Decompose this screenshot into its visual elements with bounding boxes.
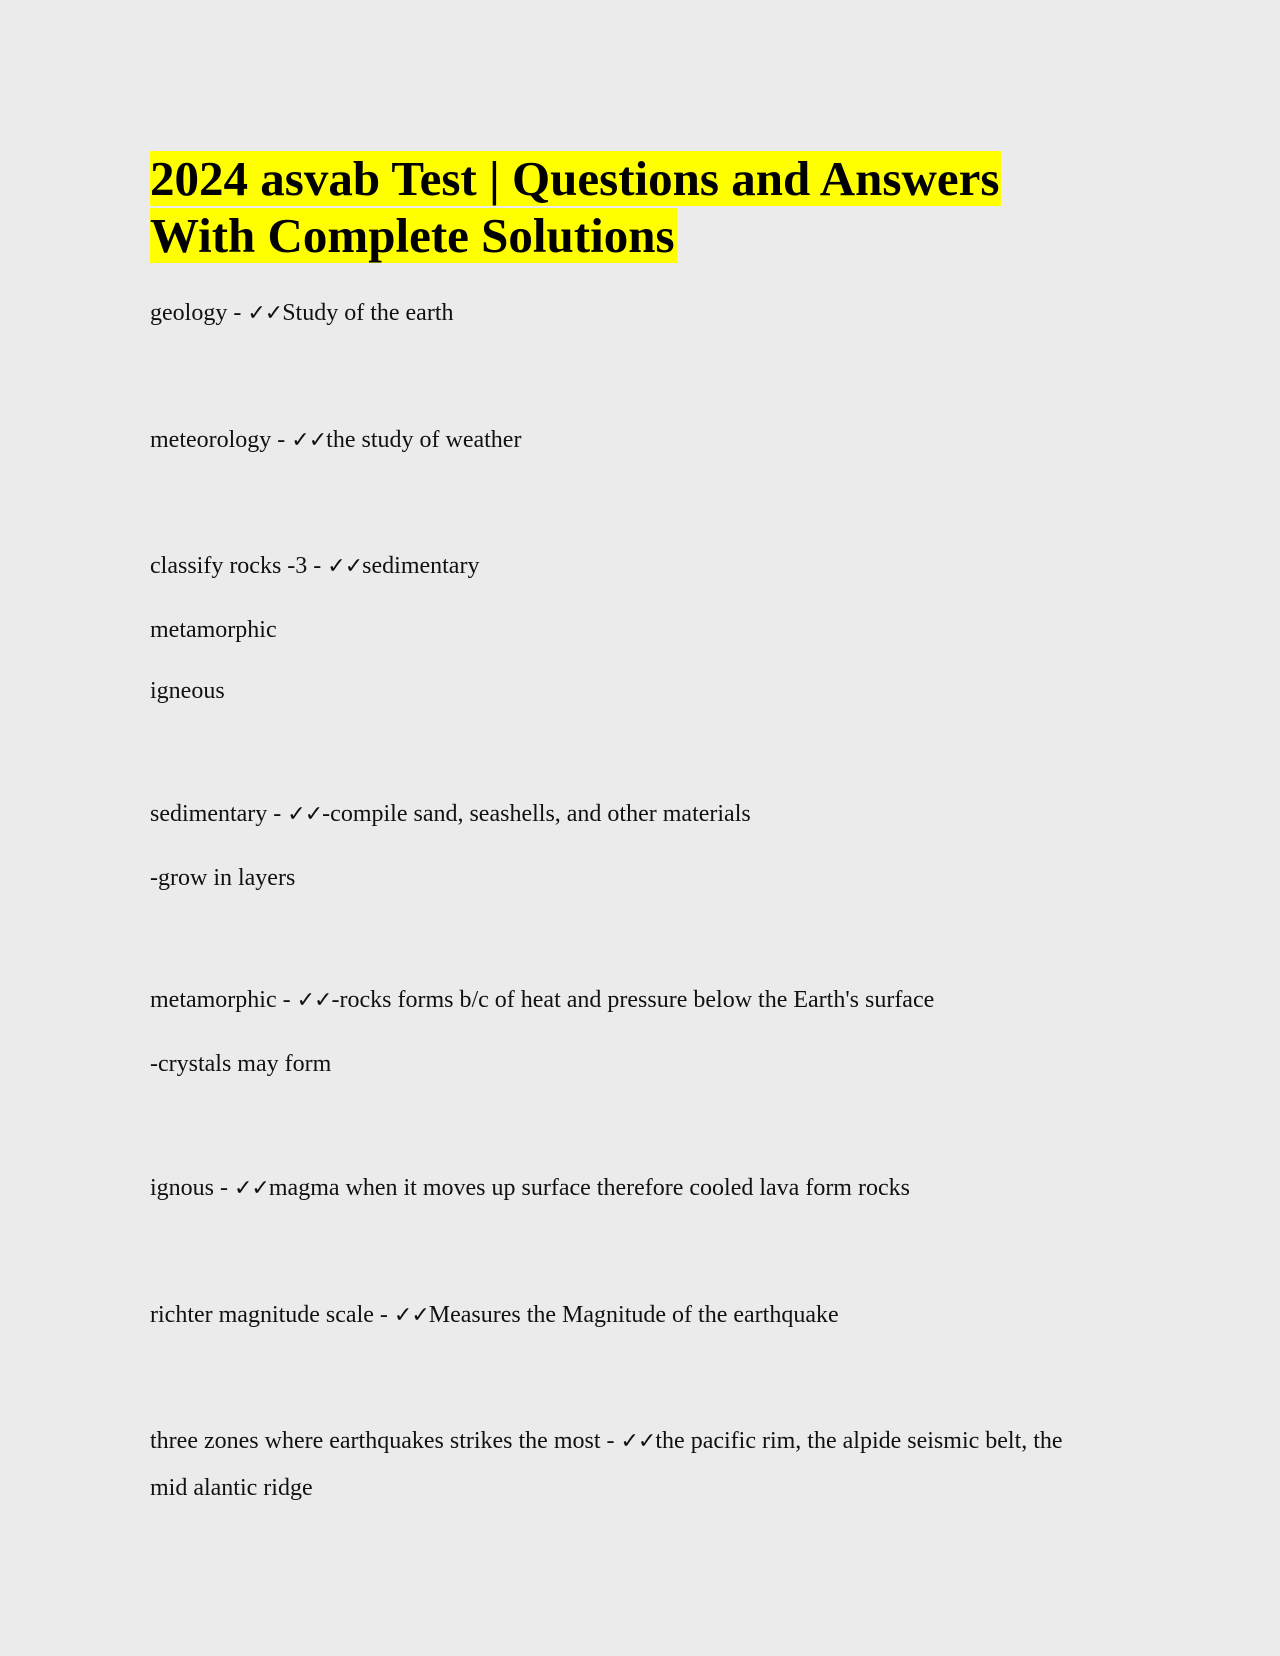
entry-sedimentary xyxy=(150,799,751,830)
double-check-icon: ✓✓ xyxy=(620,1429,656,1454)
entry-term: sedimentary - xyxy=(150,801,288,827)
entry-geology xyxy=(150,298,453,329)
double-check-icon: ✓✓ xyxy=(327,554,363,579)
entry-answer: Measures the Magnitude of the earthquake xyxy=(428,1302,839,1328)
entry-term: richter magnitude scale - xyxy=(150,1302,394,1328)
entry-answer: Study of the earth xyxy=(282,300,454,326)
entry-continuation: -grow in layers xyxy=(150,865,296,891)
entry-answer: -rocks forms b/c of heat and pressure below the Earth's surface xyxy=(331,987,935,1013)
entry-answer: sedimentary xyxy=(362,553,480,579)
entry-answer: magma when it moves up surface therefore cooled lava form rocks xyxy=(268,1175,910,1201)
entry-earthquake-zones xyxy=(150,1426,1063,1457)
entry-classify-rocks xyxy=(150,551,479,582)
entry-term: metamorphic - xyxy=(150,987,297,1013)
entry-ignous xyxy=(150,1173,910,1204)
title-line-1: 2024 asvab Test | Questions and Answers xyxy=(150,151,1000,206)
entry-answer: -compile sand, seashells, and other materials xyxy=(322,801,751,827)
entry-term: three zones where earthquakes strikes the most - xyxy=(150,1428,621,1454)
entry-meteorology xyxy=(150,425,521,456)
entry-continuation: mid alantic ridge xyxy=(150,1475,313,1501)
entry-continuation: igneous xyxy=(150,678,225,704)
entry-richter-scale xyxy=(150,1300,839,1331)
entry-term: meteorology - xyxy=(150,427,292,453)
document-title xyxy=(150,150,1130,264)
double-check-icon: ✓✓ xyxy=(296,988,332,1013)
entry-term: ignous - xyxy=(150,1175,234,1201)
double-check-icon: ✓✓ xyxy=(247,301,283,326)
double-check-icon: ✓✓ xyxy=(291,428,327,453)
title-line-2: With Complete Solutions xyxy=(150,208,675,263)
entry-answer: the study of weather xyxy=(326,427,522,453)
double-check-icon: ✓✓ xyxy=(393,1303,429,1328)
entry-term: classify rocks -3 - xyxy=(150,553,328,579)
entry-continuation: metamorphic xyxy=(150,617,277,643)
entry-metamorphic xyxy=(150,985,934,1016)
entry-answer: the pacific rim, the alpide seismic belt, the xyxy=(655,1428,1063,1454)
double-check-icon: ✓✓ xyxy=(234,1176,269,1201)
entry-continuation: -crystals may form xyxy=(150,1051,332,1077)
double-check-icon: ✓✓ xyxy=(287,802,323,827)
entry-term: geology - xyxy=(150,300,248,326)
